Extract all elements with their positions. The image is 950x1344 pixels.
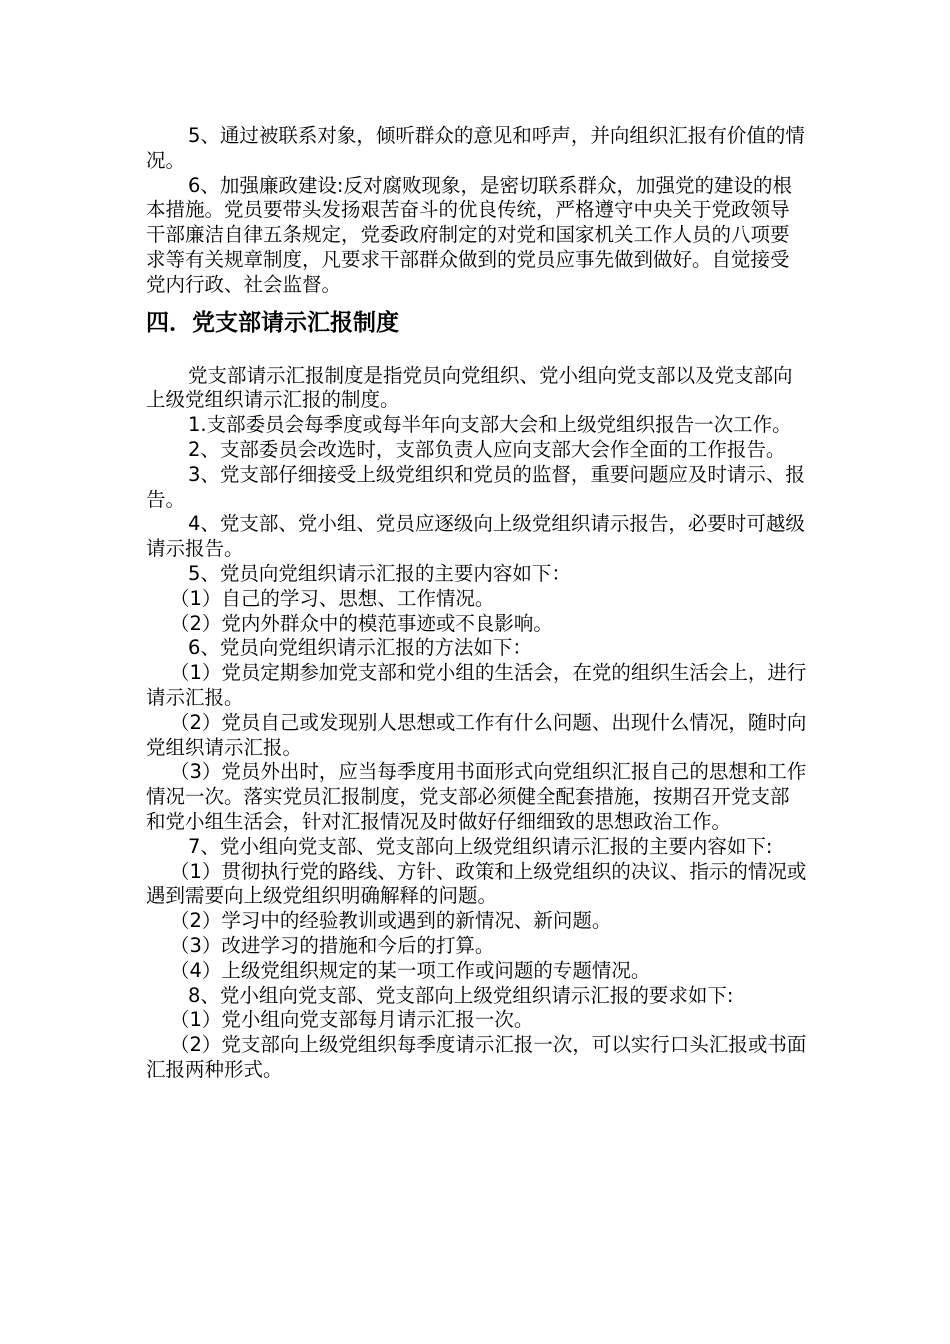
item-7: 7、党小组向党支部、党支部向上级党组织请示汇报的主要内容如下: <box>188 834 773 858</box>
paragraph-5: 5、通过被联系对象，倾听群众的意见和呼声，并向组织汇报有价值的情况。 <box>146 124 805 172</box>
item-6-3: （3）党员外出时，应当每季度用书面形式向党组织汇报自己的思想和工作情况一次。落实党员汇报制度，党支部必须健全配套措施，按期召开党支部和党小组生活会，针对汇报情况及时做好仔细细致的思想政治工作。 <box>146 760 807 833</box>
item-8: 8、党小组向党支部、党支部向上级党组织请示汇报的要求如下: <box>188 983 734 1007</box>
item-6-1: （1）党员定期参加党支部和党小组的生活会，在党的组织生活会上，进行请示汇报。 <box>146 661 807 709</box>
section-heading: 四．党支部请示汇报制度 <box>146 309 399 336</box>
item-7-2: （2）学习中的经验教训或遇到的新情况、新问题。 <box>170 909 612 933</box>
item-7-1: （1）贯彻执行党的路线、方针、政策和上级党组织的决议、指示的情况或遇到需要向上级党组织明确解释的问题。 <box>146 859 807 908</box>
item-6: 6、党员向党组织请示汇报的方法如下： <box>188 636 532 660</box>
item-1: 1.支部委员会每季度或每半年向支部大会和上级党组织报告一次工作。 <box>188 413 792 437</box>
item-2: 2、支部委员会改选时，支部负责人应向支部大会作全面的工作报告。 <box>188 437 786 461</box>
item-5-1: （1）自己的学习、思想、工作情况。 <box>170 586 495 610</box>
item-7-3: （3）改进学习的措施和今后的打算。 <box>170 933 495 957</box>
paragraph-6: 6、加强廉政建设:反对腐败现象，是密切联系群众，加强党的建设的根本措施。党员要带头发扬艰苦奋斗的优良传统，严格遵守中央关于党政领导干部廉洁自律五条规定，党委政府制定的对党和国家机关工作人员的八项要求等有关规章制度，凡要求干部群众做到的党员应事先做到做好。自觉接受党内行政、社会监督。 <box>146 173 792 296</box>
item-5: 5、党员向党组织请示汇报的主要内容如下： <box>188 561 571 585</box>
item-4: 4、党支部、党小组、党员应逐级向上级党组织请示报告，必要时可越级请示报告。 <box>146 512 805 561</box>
item-8-2: （2）党支部向上级党组织每季度请示汇报一次，可以实行口头汇报或书面汇报两种形式。 <box>146 1033 807 1081</box>
document-page <box>146 124 808 1083</box>
item-6-2: （2）党员自己或发现别人思想或工作有什么问题、出现什么情况，随时向党组织请示汇报。 <box>146 710 807 759</box>
item-8-1: （1）党小组向党支部每月请示汇报一次。 <box>170 1008 534 1032</box>
intro-paragraph: 党支部请示汇报制度是指党员向党组织、党小组向党支部以及党支部向上级党组织请示汇报的制度。 <box>146 363 793 412</box>
item-7-4: （4）上级党组织规定的某一项工作或问题的专题情况。 <box>170 958 651 982</box>
item-3: 3、党支部仔细接受上级党组织和党员的监督，重要问题应及时请示、报告。 <box>146 462 805 511</box>
item-5-2: （2）党内外群众中的模范事迹或不良影响。 <box>170 611 553 635</box>
